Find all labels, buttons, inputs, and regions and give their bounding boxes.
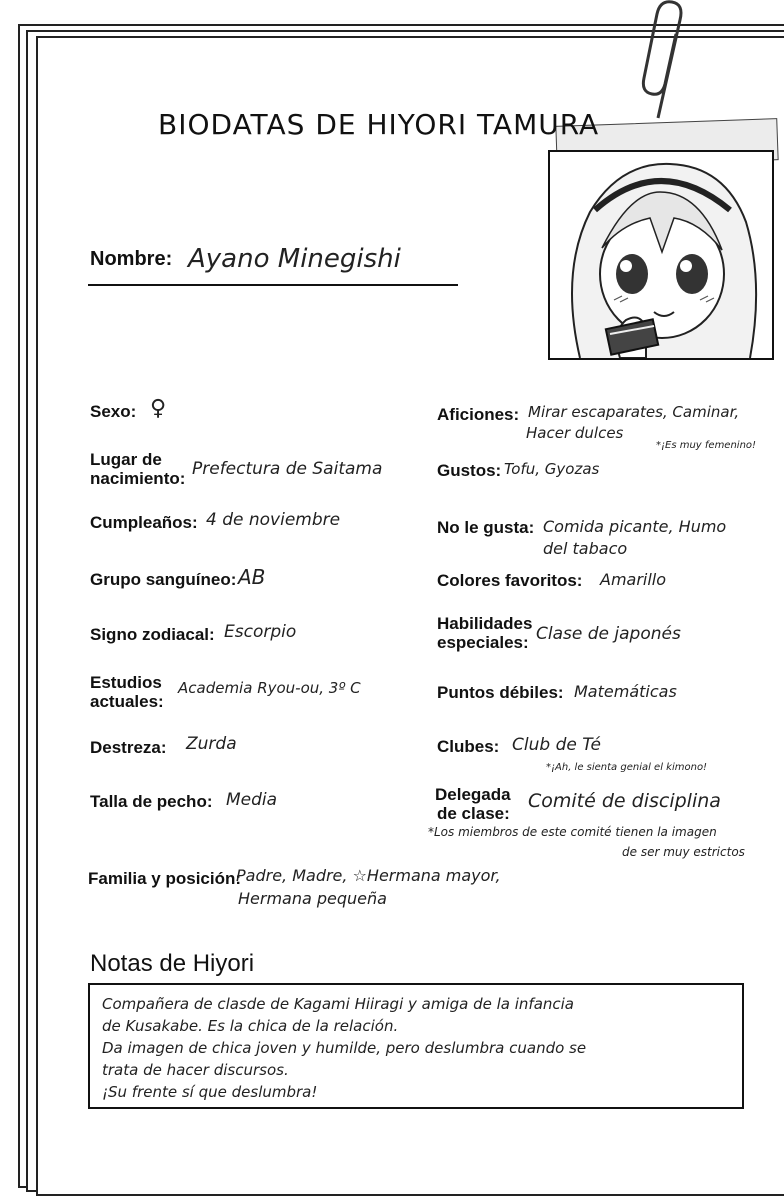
- gustos-value: Tofu, Gyozas: [504, 460, 600, 478]
- female-symbol-icon: ♀: [150, 396, 167, 421]
- familia-value-line1: Padre, Madre, ☆Hermana mayor,: [236, 866, 501, 885]
- colores-label: Colores favoritos:: [437, 571, 583, 590]
- debiles-label: Puntos débiles:: [437, 683, 564, 702]
- paperclip-icon: [640, 0, 690, 130]
- notes-title: Notas de Hiyori: [90, 950, 255, 977]
- signo-value: Escorpio: [224, 622, 297, 642]
- estudios-label-line2: actuales:: [90, 692, 164, 711]
- notes-line-5: ¡Su frente sí que deslumbra!: [102, 1083, 318, 1101]
- clubes-label: Clubes:: [437, 737, 500, 756]
- sexo-label: Sexo:: [90, 402, 137, 421]
- talla-value: Media: [226, 790, 278, 810]
- page-title: BIODATAS DE HIYORI TAMURA: [158, 108, 600, 141]
- delegada-value: Comité de disciplina: [528, 790, 721, 812]
- portrait-image: [548, 150, 774, 360]
- talla-label: Talla de pecho:: [90, 792, 213, 811]
- colores-value: Amarillo: [600, 570, 667, 589]
- familia-value-line2: Hermana pequeña: [238, 889, 387, 908]
- habilidades-label-line2: especiales:: [437, 633, 529, 652]
- familia-label: Familia y posición:: [88, 869, 242, 888]
- no-gusta-value-line1: Comida picante, Humo: [543, 517, 727, 536]
- habilidades-label-line1: Habilidades: [437, 614, 533, 633]
- cumple-label: Cumpleaños:: [90, 513, 198, 532]
- destreza-label: Destreza:: [90, 738, 167, 757]
- delegada-label-line2: de clase:: [437, 804, 510, 823]
- gustos-label: Gustos:: [437, 461, 502, 480]
- name-label: Nombre:: [90, 248, 173, 270]
- no-gusta-label: No le gusta:: [437, 518, 535, 537]
- notes-line-2: de Kusakabe. Es la chica de la relación.: [102, 1017, 399, 1035]
- clubes-note: *¡Ah, le sienta genial el kimono!: [546, 762, 708, 773]
- signo-label: Signo zodiacal:: [90, 625, 215, 644]
- no-gusta-value-line2: del tabaco: [543, 539, 628, 558]
- girl-portrait-drawing: [550, 152, 772, 358]
- notes-line-1: Compañera de clasde de Kagami Hiiragi y amiga de la infancia: [102, 995, 575, 1013]
- lugar-label-line1: Lugar de: [90, 450, 162, 469]
- clubes-value: Club de Té: [512, 735, 601, 755]
- cumple-value: 4 de noviembre: [206, 510, 341, 530]
- estudios-label-line1: Estudios: [90, 673, 162, 692]
- lugar-value: Prefectura de Saitama: [192, 459, 383, 479]
- aficiones-value-line1: Mirar escaparates, Caminar,: [528, 403, 740, 421]
- delegada-note-line2: de ser muy estrictos: [622, 845, 745, 859]
- aficiones-label: Aficiones:: [437, 405, 520, 424]
- delegada-note-line1: *Los miembros de este comité tienen la imagen: [428, 825, 717, 839]
- habilidades-value: Clase de japonés: [536, 624, 681, 644]
- debiles-value: Matemáticas: [574, 682, 677, 701]
- notes-line-3: Da imagen de chica joven y humilde, pero deslumbra cuando se: [102, 1039, 587, 1057]
- name-value: Ayano Minegishi: [188, 244, 401, 274]
- estudios-value: Academia Ryou-ou, 3º C: [178, 679, 361, 697]
- aficiones-note: *¡Es muy femenino!: [656, 440, 757, 451]
- aficiones-value-line2: Hacer dulces: [526, 424, 624, 442]
- grupo-value: AB: [238, 565, 266, 589]
- delegada-label-line1: Delegada: [435, 785, 511, 804]
- notes-box: [88, 983, 744, 1109]
- notes-line-4: trata de hacer discursos.: [102, 1061, 289, 1079]
- destreza-value: Zurda: [186, 734, 237, 754]
- lugar-label-line2: nacimiento:: [90, 469, 186, 488]
- grupo-label: Grupo sanguíneo:: [90, 570, 237, 589]
